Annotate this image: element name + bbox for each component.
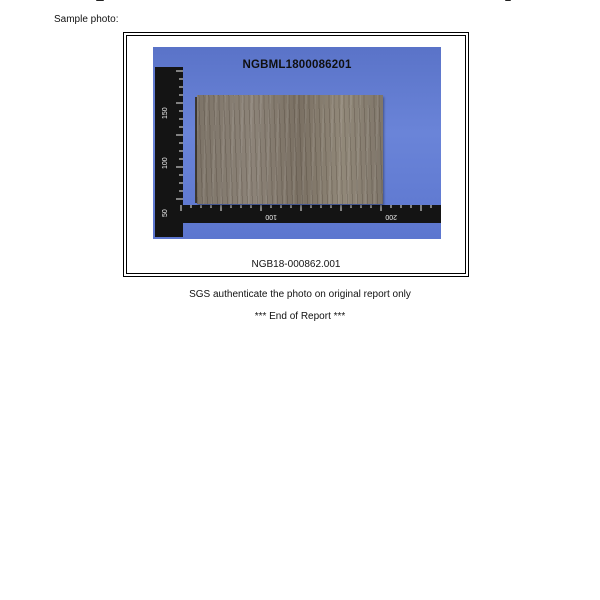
ruler-number: 200 <box>385 213 397 220</box>
ruler-number: 150 <box>162 107 169 119</box>
photo-caption: NGB18-000862.001 <box>251 259 341 270</box>
ruler-number: 50 <box>162 209 169 217</box>
wood-grain-tile-sample <box>197 95 383 204</box>
sample-photo-label: Sample photo: <box>54 14 119 25</box>
horizontal-ruler <box>171 205 441 223</box>
authentication-note: SGS authenticate the photo on original report only <box>189 289 411 300</box>
end-of-report: *** End of Report *** <box>254 311 346 322</box>
ruler-number: 100 <box>265 213 277 220</box>
photo-frame <box>123 32 469 277</box>
cut-off-header-text <box>0 0 600 3</box>
sample-id-label: NGBML1800086201 <box>242 59 352 71</box>
ruler-number: 100 <box>162 157 169 169</box>
horizontal-ruler-numbers <box>171 205 441 223</box>
sample-photo <box>153 47 441 239</box>
